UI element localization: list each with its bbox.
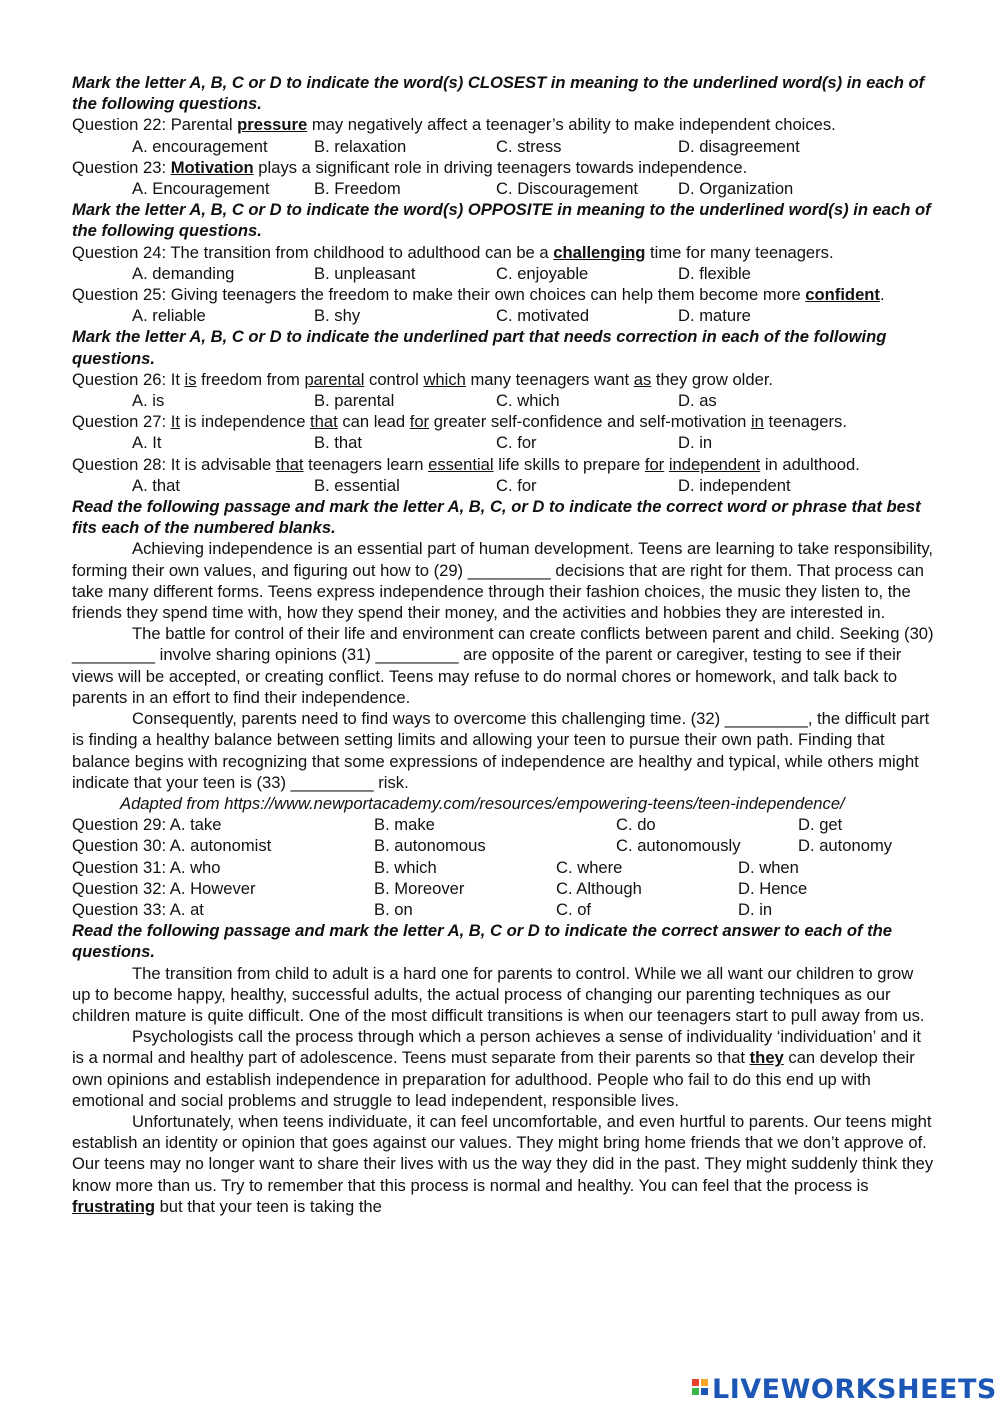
- underlined-part: for: [409, 412, 430, 432]
- underlined-word: frustrating: [72, 1196, 155, 1216]
- option-c[interactable]: C. Although: [556, 878, 642, 898]
- logo-square-1: [692, 1379, 699, 1386]
- option-a[interactable]: A. encouragement: [132, 136, 268, 156]
- question-28: Question 28: It is advisable that teenagers learn essential life skills to prepare for independent in adulthood.: [72, 454, 860, 474]
- option-c[interactable]: C. for: [496, 433, 537, 453]
- option-d[interactable]: D. Organization: [678, 179, 794, 199]
- option-a[interactable]: A. that: [132, 475, 180, 495]
- question-29-options: [72, 814, 934, 835]
- option-b[interactable]: B. on: [374, 899, 413, 919]
- question-26: Question 26: It is freedom from parental control which many teenagers want as they grow older.: [72, 369, 774, 389]
- option-b[interactable]: B. relaxation: [314, 136, 407, 156]
- option-a[interactable]: Question 32: A. However: [72, 878, 256, 898]
- option-a[interactable]: A. demanding: [132, 263, 235, 283]
- underlined-word: pressure: [237, 115, 308, 135]
- option-d[interactable]: D. Hence: [738, 878, 808, 898]
- option-a[interactable]: A. It: [132, 433, 162, 453]
- option-a[interactable]: A. Encouragement: [132, 179, 270, 199]
- option-a[interactable]: Question 30: A. autonomist: [72, 836, 272, 856]
- question-24-options: [72, 263, 934, 284]
- question-28-options: [72, 475, 934, 496]
- underlined-part: in: [750, 412, 764, 432]
- underlined-part: independent: [668, 454, 761, 474]
- option-c[interactable]: C. which: [496, 391, 560, 411]
- question-32-options: [72, 878, 934, 899]
- option-c[interactable]: C. autonomously: [616, 836, 741, 856]
- option-d[interactable]: D. as: [678, 391, 717, 411]
- underlined-part: which: [423, 369, 466, 389]
- option-b[interactable]: B. shy: [314, 306, 361, 326]
- underlined-part: that: [310, 412, 338, 432]
- closest-meaning-instruction: Mark the letter A, B, C or D to indicate the word(s) CLOSEST in meaning to the underlined word(s) in each of the following questions.: [72, 73, 925, 114]
- question-27: Question 27: It is independence that can lead for greater self-confidence and self-motivation in teenagers.: [72, 412, 847, 432]
- option-a[interactable]: A. reliable: [132, 306, 206, 326]
- option-c[interactable]: C. Discouragement: [496, 179, 639, 199]
- question-22-options: [72, 136, 934, 157]
- option-d[interactable]: D. disagreement: [678, 136, 800, 156]
- question-25: Question 25: Giving teenagers the freedom to make their own choices can help them become more confident.: [72, 285, 885, 305]
- question-24: Question 24: The transition from childhood to adulthood can be a challenging time for many teenagers.: [72, 242, 834, 262]
- option-d[interactable]: D. in: [738, 899, 773, 919]
- option-b[interactable]: B. autonomous: [374, 836, 486, 856]
- underlined-word: they: [749, 1048, 784, 1068]
- cloze-paragraph-3: Consequently, parents need to find ways to overcome this challenging time. (32) _________, the difficult part is finding a healthy balance between setting limits and allowing your teen to pursue their own path. Finding that balance begins with recognizing that some expressions of independence are healthy and typical, while others might indicate that your teen is (33) _________ risk.: [72, 709, 930, 792]
- opposite-meaning-instruction: Mark the letter A, B, C or D to indicate the word(s) OPPOSITE in meaning to the underlined word(s) in each of the following questions.: [72, 200, 931, 241]
- question-33-options: [72, 899, 934, 920]
- liveworksheets-logo-text: LIVEWORKSHEETS: [712, 1373, 997, 1405]
- option-d[interactable]: D. get: [798, 815, 843, 835]
- option-b[interactable]: B. essential: [314, 475, 400, 495]
- underlined-part: It: [170, 412, 180, 432]
- reading-paragraph-3: Unfortunately, when teens individuate, it can feel uncomfortable, and even hurtful to parents. Our teens might establish an identity or opinion that goes against our values. They might bring home friends that we don’t approve of. Our teens may no longer want to share their lives with us the way they did in the past. They might suddenly think they know more than us. Try to remember that this process is normal and healthy. You can feel that the process is frustrating but that your teen is taking the: [72, 1111, 934, 1216]
- worksheet-page: [72, 72, 934, 1217]
- question-30-options: [72, 835, 934, 856]
- option-a[interactable]: Question 31: A. who: [72, 857, 221, 877]
- reading-paragraph-1: The transition from child to adult is a hard one for parents to control. While we all want our children to grow up to become happy, healthy, successful adults, the actual process of changing our parenting techniques as our children mature is quite difficult. One of the most difficult transitions is when our teenagers start to pull away from us.: [72, 963, 925, 1025]
- question-23: Question 23: Motivation plays a significant role in driving teenagers towards independence.: [72, 157, 748, 177]
- underlined-part: parental: [304, 369, 365, 389]
- option-a[interactable]: Question 33: A. at: [72, 899, 204, 919]
- option-a[interactable]: A. is: [132, 391, 165, 411]
- question-23-options: [72, 178, 934, 199]
- underlined-part: is: [184, 369, 197, 389]
- underlined-word: Motivation: [170, 157, 254, 177]
- underlined-word: confident: [805, 285, 880, 305]
- option-c[interactable]: C. motivated: [496, 306, 590, 326]
- option-d[interactable]: D. in: [678, 433, 713, 453]
- logo-square-4: [701, 1388, 708, 1395]
- question-26-options: [72, 390, 934, 411]
- option-d[interactable]: D. autonomy: [798, 836, 893, 856]
- option-c[interactable]: C. where: [556, 857, 623, 877]
- underlined-word: challenging: [553, 242, 646, 262]
- passage-source: Adapted from https://www.newportacademy.com/resources/empowering-teens/teen-independence/: [120, 793, 845, 813]
- underlined-part: for: [644, 454, 665, 474]
- option-d[interactable]: D. when: [738, 857, 799, 877]
- option-c[interactable]: C. enjoyable: [496, 263, 589, 283]
- option-b[interactable]: B. which: [374, 857, 437, 877]
- cloze-paragraph-2: The battle for control of their life and environment can create conflicts between parent and child. Seeking (30) _________ involve sharing opinions (31) _________ are opposite of the parent or caregiver, testing to see if their views will be accepted, or creating conflict. Teens may refuse to do normal chores or homework, and talk back to parents in an effort to find their independence.: [72, 624, 934, 707]
- liveworksheets-logo: [692, 1374, 997, 1404]
- underlined-part: that: [275, 454, 304, 474]
- option-d[interactable]: D. mature: [678, 306, 751, 326]
- underlined-part: as: [633, 369, 652, 389]
- option-d[interactable]: D. flexible: [678, 263, 751, 283]
- option-c[interactable]: C. stress: [496, 136, 562, 156]
- reading-paragraph-2: Psychologists call the process through which a person achieves a sense of individuality ‘individuation’ and it is a normal and healthy part of adolescence. Teens must separate from their parents so that they can develop their own opinions and establish independence in preparation for adulthood. People who fail to do this end up with emotional and social problems and struggle to lead independent, responsible lives.: [72, 1027, 921, 1110]
- liveworksheets-logo-icon: [692, 1377, 710, 1401]
- option-b[interactable]: B. Moreover: [374, 878, 465, 898]
- question-22: Question 22: Parental pressure may negatively affect a teenager’s ability to make independent choices.: [72, 115, 836, 135]
- option-c[interactable]: C. for: [496, 475, 537, 495]
- option-d[interactable]: D. independent: [678, 475, 791, 495]
- option-b[interactable]: B. Freedom: [314, 179, 401, 199]
- logo-square-2: [701, 1379, 708, 1386]
- option-b[interactable]: B. make: [374, 815, 435, 835]
- cloze-instruction: Read the following passage and mark the letter A, B, C, or D to indicate the correct word or phrase that best fits each of the numbered blanks.: [72, 497, 921, 538]
- error-correction-instruction: Mark the letter A, B, C or D to indicate the underlined part that needs correction in each of the following questions.: [72, 327, 887, 368]
- option-b[interactable]: B. unpleasant: [314, 263, 416, 283]
- cloze-paragraph-1: Achieving independence is an essential part of human development. Teens are learning to take responsibility, forming their own values, and figuring out how to (29) _________ decisions that are right for them. That process can take many different forms. Teens express independence through their fashion choices, the music they listen to, the friends they spend time with, how they spend their money, and the activities and hobbies they are interested in.: [72, 539, 933, 623]
- question-31-options: [72, 857, 934, 878]
- question-25-options: [72, 305, 934, 326]
- option-b[interactable]: B. parental: [314, 391, 395, 411]
- option-b[interactable]: B. that: [314, 433, 362, 453]
- reading-instruction: Read the following passage and mark the letter A, B, C or D to indicate the correct answer to each of the questions.: [72, 921, 893, 962]
- option-c[interactable]: C. do: [616, 815, 656, 835]
- underlined-part: essential: [428, 454, 494, 474]
- option-c[interactable]: C. of: [556, 899, 592, 919]
- option-a[interactable]: Question 29: A. take: [72, 815, 222, 835]
- logo-square-3: [692, 1388, 699, 1395]
- question-27-options: [72, 432, 934, 453]
